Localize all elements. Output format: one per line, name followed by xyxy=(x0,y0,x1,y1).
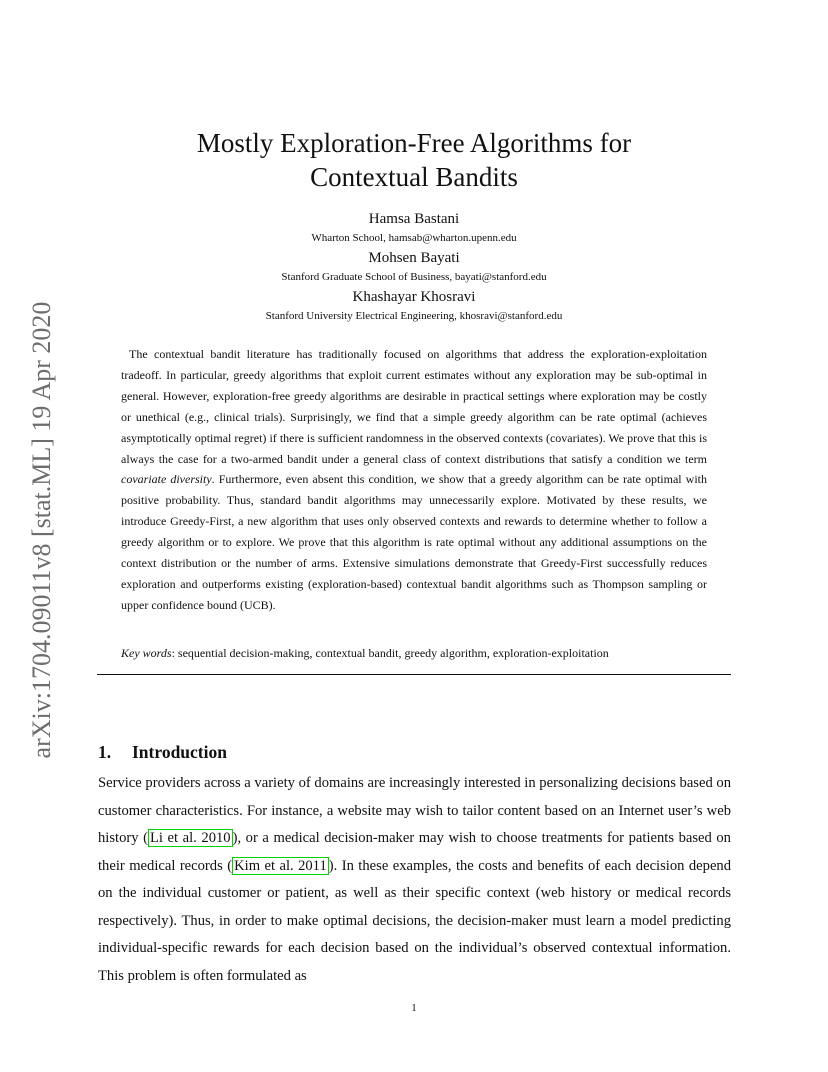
author-block-1 xyxy=(120,210,708,245)
keywords xyxy=(121,644,707,662)
citation-link-li[interactable]: Li et al. 2010 xyxy=(149,830,231,846)
section-heading xyxy=(98,742,227,763)
abstract-emphasis: covariate diversity xyxy=(121,472,212,487)
intro-text-3: ). In these examples, the costs and benefits of each decision depend on the individual customer or patient, as well as their specific context (web history or medical records respectively). Thus, in order to make optimal decisions, the decision-maker must learn a model predicting individual-specific rewards for each decision based on the individual’s observed contextual information. This problem is often formulated as xyxy=(98,857,732,984)
author-affiliation: Wharton School, hamsab@wharton.upenn.edu xyxy=(311,232,517,244)
section-title: Introduction xyxy=(132,742,227,762)
page-number: 1 xyxy=(411,1002,417,1014)
intro-text-1: Service providers across a variety of domains are increasingly interested in personalizing decisions based on customer characteristics. For instance, a website may wish to tailor content based on an Internet user’s web history ( xyxy=(98,775,732,846)
keywords-label: Key words xyxy=(121,646,172,660)
author-name: Khashayar Khosravi xyxy=(352,289,476,305)
arxiv-identifier xyxy=(22,280,62,780)
section-divider xyxy=(97,674,731,675)
keywords-text: sequential decision-making, contextual bandit, greedy algorithm, exploration-exploitation xyxy=(177,646,609,660)
author-name: Mohsen Bayati xyxy=(368,250,460,266)
paper-title xyxy=(120,126,708,194)
arxiv-identifier-text: arXiv:1704.09011v8 [stat.ML] 19 Apr 2020 xyxy=(27,301,56,759)
citation-link-kim[interactable]: Kim et al. 2011 xyxy=(234,857,327,874)
intro-text-2: ), or a medical decision-maker may wish to choose treatments for patients based on their medical records ( xyxy=(98,830,731,874)
keywords-colon: : xyxy=(171,646,175,660)
section-number: 1. xyxy=(98,742,112,762)
abstract xyxy=(121,344,707,616)
abstract-part-2: . Furthermore, even absent this condition, we show that a greedy algorithm can be rate optimal with positive probability. Thus, standard bandit algorithms may unnecessarily explore. Motivated by these results, we introduce Greedy-First, a new algorithm that uses only observed contexts and rewards to determine whether to follow a greedy algorithm or to explore. We prove that this algorithm is rate optimal without any additional assumptions on the context distribution or the number of arms. Extensive simulations demonstrate that Greedy-First successfully reduces exploration and outperforms existing (exploration-based) contextual bandit algorithms such as Thompson sampling or upper confidence bound (UCB). xyxy=(121,472,707,612)
author-block-3 xyxy=(120,288,708,323)
author-name: Hamsa Bastani xyxy=(368,211,460,227)
title-line-1: Mostly Exploration-Free Algorithms for xyxy=(196,128,632,158)
abstract-part-1: The contextual bandit literature has traditionally focused on algorithms that address the exploration-exploitation tradeoff. In particular, greedy algorithms that exploit current estimates without any exploration may be sub-optimal in general. However, exploration-free greedy algorithms are desirable in practical settings where exploration may be costly or unethical (e.g., clinical trials). Surprisingly, we find that a simple greedy algorithm can be rate optimal (achieves asymptotically optimal regret) if there is sufficient randomness in the observed contexts (covariates). We prove that this is always the case for a two-armed bandit under a general class of context distributions that satisfy a condition we term xyxy=(121,347,707,466)
author-block-2 xyxy=(120,249,708,284)
author-affiliation: Stanford University Electrical Engineering, khosravi@stanford.edu xyxy=(265,310,563,322)
introduction-paragraph xyxy=(98,770,731,990)
title-line-2: Contextual Bandits xyxy=(310,162,518,192)
author-affiliation: Stanford Graduate School of Business, bayati@stanford.edu xyxy=(281,271,547,283)
